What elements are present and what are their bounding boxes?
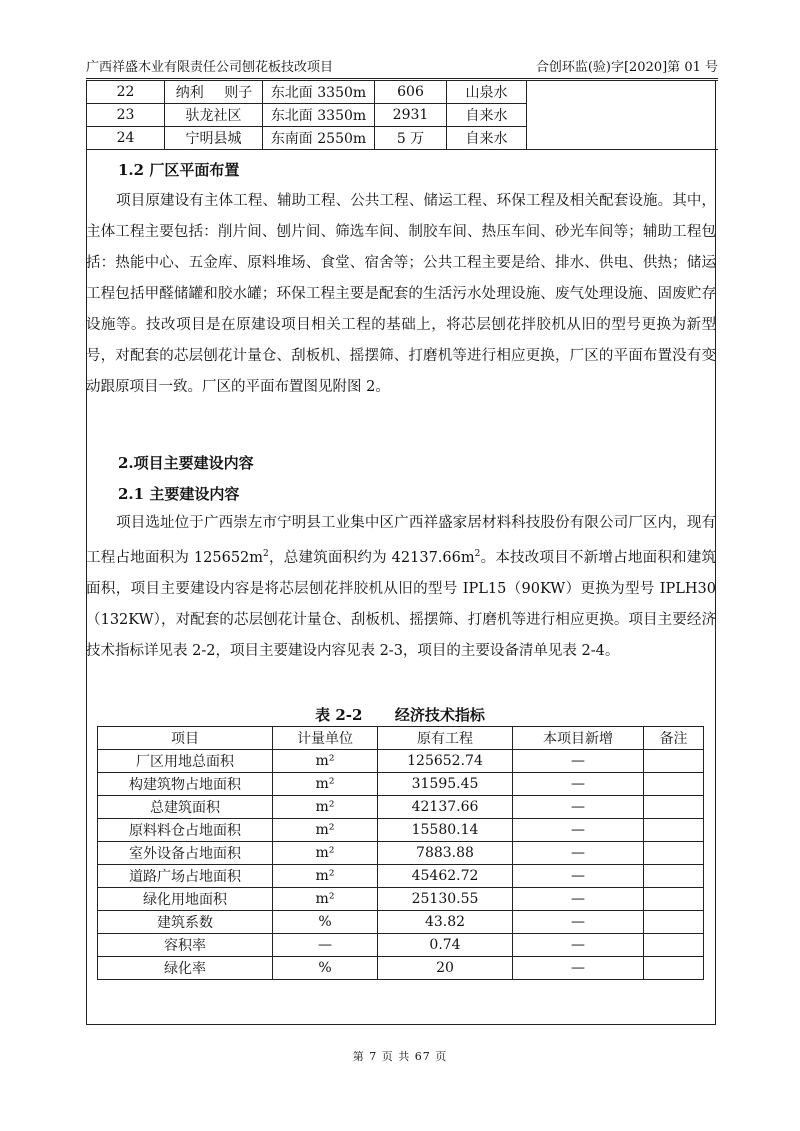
table-cell: 东南面 2550m bbox=[263, 127, 375, 150]
table-cell: 原料料仓占地面积 bbox=[98, 819, 273, 842]
table-cell: m² bbox=[273, 819, 378, 842]
table-cell: 山泉水 bbox=[447, 81, 527, 104]
header-project-name: 广西祥盛木业有限责任公司刨花板技改项目 bbox=[86, 60, 334, 75]
table-cell bbox=[644, 842, 704, 865]
table-cell: 42137.66 bbox=[378, 796, 513, 819]
table-cell: 15580.14 bbox=[378, 819, 513, 842]
table-cell: — bbox=[273, 934, 378, 957]
table-cell bbox=[644, 796, 704, 819]
header-document-number: 合创环监(验)字[2020]第 01 号 bbox=[535, 60, 718, 75]
section-heading-2: 2.项目主要建设内容 bbox=[118, 454, 254, 472]
table-cell: 构建筑物占地面积 bbox=[98, 773, 273, 796]
table-cell: 7883.88 bbox=[378, 842, 513, 865]
table-row bbox=[98, 773, 704, 796]
table-cell: 自来水 bbox=[447, 127, 527, 150]
table-cell: m² bbox=[273, 888, 378, 911]
paragraph-text: ，总建筑面积约为 42137.66m bbox=[268, 549, 475, 566]
table-cell bbox=[644, 865, 704, 888]
table-caption bbox=[0, 704, 800, 725]
table-cell: 606 bbox=[375, 81, 447, 104]
table-cell: — bbox=[513, 865, 644, 888]
table-cell: — bbox=[513, 773, 644, 796]
table-cell: 驮龙社区 bbox=[165, 104, 263, 127]
paragraph-text: 项目选址位于广西崇左市宁明县工业集中区广西祥盛家居材料科技股份有限公司厂区内，现有工程占地面积为 125652m bbox=[86, 515, 716, 566]
table-cell: 5 万 bbox=[375, 127, 447, 150]
table-row bbox=[98, 888, 704, 911]
table-row bbox=[98, 934, 704, 957]
table-cell: — bbox=[513, 911, 644, 934]
table-row bbox=[98, 819, 704, 842]
economic-indicators-table bbox=[97, 726, 704, 980]
table-cell: 则子 bbox=[215, 81, 263, 104]
table-header-row bbox=[98, 727, 704, 750]
table-cell: 东北面 3350m bbox=[263, 81, 375, 104]
table-cell: 纳利 bbox=[165, 81, 215, 104]
paragraph-text: 项目原建设有主体工程、辅助工程、公共工程、储运工程、环保工程及相关配套设施。其中，主体工程主要包括：削片间、刨片间、筛选车间、制胶车间、热压车间、砂光车间等；辅助工程包括：热能中心、五金库、原料堆场、食堂、宿舍等；公共工程主要是给、排水、供电、供热；储运工程包括甲醛储罐和胶水罐；环保工程主要是配套的生活污水处理设施、废气处理设施、固废贮存设施等。技改项目是在原建设项目相关工程的基础上，将芯层刨花拌胶机从旧的型号更换为新型号，对配套的芯层刨花计量仓、刮板机、摇摆筛、打磨机等进行相应更换，厂区的平面布置没有变动跟原项目一致。厂区的平面布置图见附图 2。 bbox=[86, 193, 716, 395]
table-cell: — bbox=[513, 796, 644, 819]
table-cell: 总建筑面积 bbox=[98, 796, 273, 819]
table-caption-title: 经济技术指标 bbox=[394, 706, 485, 724]
table-cell: m² bbox=[273, 865, 378, 888]
table-caption-number: 表 2-2 bbox=[315, 706, 363, 724]
table-row bbox=[98, 911, 704, 934]
table-cell: 125652.74 bbox=[378, 750, 513, 773]
table-cell: 24 bbox=[87, 127, 165, 150]
table-cell: m² bbox=[273, 796, 378, 819]
table-cell bbox=[644, 957, 704, 980]
table-cell: 0.74 bbox=[378, 934, 513, 957]
table-cell: 20 bbox=[378, 957, 513, 980]
table-row bbox=[87, 81, 718, 104]
table-row bbox=[98, 842, 704, 865]
column-header: 备注 bbox=[644, 727, 704, 750]
table-cell: 25130.55 bbox=[378, 888, 513, 911]
table-row bbox=[98, 750, 704, 773]
sensitive-points-table bbox=[86, 80, 718, 150]
page-footer: 第 7 页 共 67 页 bbox=[352, 1050, 448, 1063]
table-cell: 23 bbox=[87, 104, 165, 127]
table-cell: 厂区用地总面积 bbox=[98, 750, 273, 773]
table-cell: 宁明县城 bbox=[165, 127, 263, 150]
paragraph-layout bbox=[86, 186, 716, 403]
table-cell bbox=[644, 911, 704, 934]
section-heading-2-1: 2.1 主要建设内容 bbox=[118, 485, 240, 503]
table-row bbox=[98, 865, 704, 888]
table-row bbox=[98, 957, 704, 980]
table-cell bbox=[644, 934, 704, 957]
paragraph-text: 。本技改项目不新增占地面积和建筑面积，项目主要建设内容是将芯层刨花拌胶机从旧的型号 IPL15（90KW）更换为型号 IPLH30（132KW），对配套的芯层刨花计量仓、刮板机、摇摆筛、打磨机等进行相应更换。项目主要经济技术指标详见表 2-2，项目主要建设内容见表 2-3，项目的主要设备清单见表 2-4。 bbox=[86, 549, 717, 659]
column-header: 项目 bbox=[98, 727, 273, 750]
table-cell: 容积率 bbox=[98, 934, 273, 957]
table-cell: 22 bbox=[87, 81, 165, 104]
table-cell: % bbox=[273, 957, 378, 980]
paragraph-construction bbox=[86, 508, 716, 667]
table-cell: 自来水 bbox=[447, 104, 527, 127]
section-heading-1-2: 1.2 厂区平面布置 bbox=[118, 161, 240, 179]
table-cell: 2931 bbox=[375, 104, 447, 127]
column-header: 本项目新增 bbox=[513, 727, 644, 750]
table-cell: 绿化率 bbox=[98, 957, 273, 980]
table-cell: % bbox=[273, 911, 378, 934]
table-cell: 45462.72 bbox=[378, 865, 513, 888]
table-cell: m² bbox=[273, 773, 378, 796]
table-row bbox=[98, 796, 704, 819]
table-cell bbox=[644, 773, 704, 796]
table-cell bbox=[644, 888, 704, 911]
table-cell: 东北面 3350m bbox=[263, 104, 375, 127]
table-cell: 室外设备占地面积 bbox=[98, 842, 273, 865]
table-cell: 建筑系数 bbox=[98, 911, 273, 934]
table-cell: 31595.45 bbox=[378, 773, 513, 796]
table-cell: 道路广场占地面积 bbox=[98, 865, 273, 888]
page-header bbox=[86, 56, 718, 79]
table-cell: — bbox=[513, 842, 644, 865]
table-cell bbox=[527, 81, 718, 150]
table-cell: m² bbox=[273, 750, 378, 773]
column-header: 原有工程 bbox=[378, 727, 513, 750]
table-cell: m² bbox=[273, 842, 378, 865]
table-cell: — bbox=[513, 750, 644, 773]
superscript: 2 bbox=[263, 549, 269, 559]
table-cell: — bbox=[513, 934, 644, 957]
table-cell: 绿化用地面积 bbox=[98, 888, 273, 911]
table-cell: 43.82 bbox=[378, 911, 513, 934]
table-cell: — bbox=[513, 957, 644, 980]
table-cell bbox=[644, 750, 704, 773]
superscript: 2 bbox=[474, 549, 481, 559]
column-header: 计量单位 bbox=[273, 727, 378, 750]
table-cell: — bbox=[513, 888, 644, 911]
table-cell: — bbox=[513, 819, 644, 842]
table-cell bbox=[644, 819, 704, 842]
